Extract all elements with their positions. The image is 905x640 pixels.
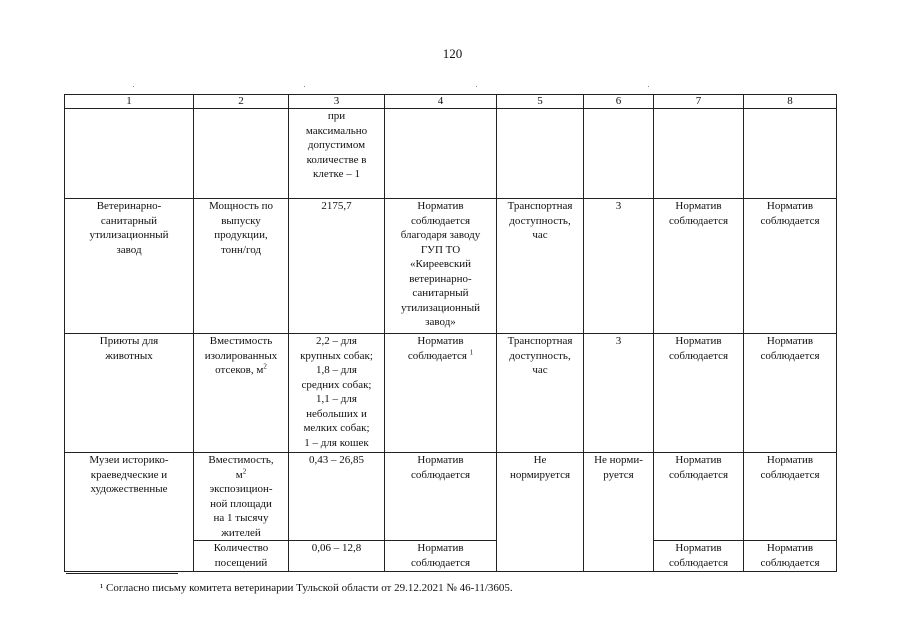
column-number: 4: [385, 95, 497, 109]
table-cell: Не нормируется: [497, 453, 584, 572]
table-cell: [194, 109, 289, 199]
table-cell: [194, 453, 289, 541]
footnote-marker: 1: [469, 347, 474, 356]
table-cell: Норматив соблюдается: [744, 334, 837, 453]
table-cell: Мощность по выпуску продукции, тонн/год: [194, 199, 289, 334]
table-cell: 0,43 – 26,85: [289, 453, 385, 541]
table-cell: Не норми- руется: [584, 453, 654, 572]
scan-speck: [133, 86, 134, 87]
table-cell: 2175,7: [289, 199, 385, 334]
cell-text: Вместимость, м: [208, 454, 274, 481]
table-cell: Норматив соблюдается: [385, 453, 497, 541]
table-cell: Приюты для животных: [65, 334, 194, 453]
table-cell: [584, 109, 654, 199]
table-cell: [654, 109, 744, 199]
table-cell: 3: [584, 199, 654, 334]
table-cell: [744, 109, 837, 199]
scan-speck: [304, 86, 305, 87]
table-row: [65, 199, 837, 334]
table-cell: Норматив соблюдается: [654, 453, 744, 541]
table-cell: [385, 109, 497, 199]
table-cell: Транспортная доступность, час: [497, 334, 584, 453]
column-number: 7: [654, 95, 744, 109]
column-number: 5: [497, 95, 584, 109]
table-cell: Количество посещений: [194, 541, 289, 572]
footnote-separator: [66, 573, 178, 574]
cell-text: экспозицион- ной площади на 1 тысячу жителей: [209, 483, 273, 539]
table-cell: при максимально допустимом количестве в клетке – 1: [289, 109, 385, 199]
column-number: 6: [584, 95, 654, 109]
superscript: 2: [242, 466, 247, 475]
table-cell: Норматив соблюдается: [385, 541, 497, 572]
table-cell: 3: [584, 334, 654, 453]
table-cell: Норматив соблюдается: [744, 453, 837, 541]
superscript: 2: [263, 362, 267, 371]
table-cell: Норматив соблюдается: [654, 334, 744, 453]
table-cell: Музеи историко- краеведческие и художественные: [65, 453, 194, 572]
table-cell: Норматив соблюдается: [744, 199, 837, 334]
footnote: ¹ Согласно письму комитета ветеринарии Тульской области от 29.12.2021 № 46-11/3605.: [100, 582, 513, 594]
scan-speck: [648, 86, 649, 87]
column-number: 8: [744, 95, 837, 109]
table-cell: Норматив соблюдается: [654, 541, 744, 572]
column-number: 2: [194, 95, 289, 109]
table-cell: Норматив соблюдается: [744, 541, 837, 572]
cell-text: Вместимость изолированных отсеков, м: [204, 335, 278, 376]
table-row: [65, 109, 837, 199]
table-cell: [65, 109, 194, 199]
standards-table: [64, 94, 837, 572]
table-header-row: [65, 95, 837, 109]
table-row: [65, 453, 837, 541]
table-cell: [194, 334, 289, 453]
table-cell: 0,06 – 12,8: [289, 541, 385, 572]
table-cell: Норматив соблюдается благодаря заводу ГУП ТО «Киреевский ветеринарно- санитарный утилизационный завод»: [385, 199, 497, 334]
column-number: 3: [289, 95, 385, 109]
table-cell: 2,2 – для крупных собак; 1,8 – для средних собак; 1,1 – для небольших и мелких собак; 1 – для кошек: [289, 334, 385, 453]
table-cell: Транспортная доступность, час: [497, 199, 584, 334]
cell-text: Норматив соблюдается: [407, 335, 467, 362]
table-cell: [497, 109, 584, 199]
scan-speck: [476, 86, 477, 87]
table-row: [65, 334, 837, 453]
table-cell: [385, 334, 497, 453]
column-number: 1: [65, 95, 194, 109]
table-cell: Норматив соблюдается: [654, 199, 744, 334]
page-number: 120: [442, 46, 463, 61]
table-cell: Ветеринарно- санитарный утилизационный завод: [65, 199, 194, 334]
